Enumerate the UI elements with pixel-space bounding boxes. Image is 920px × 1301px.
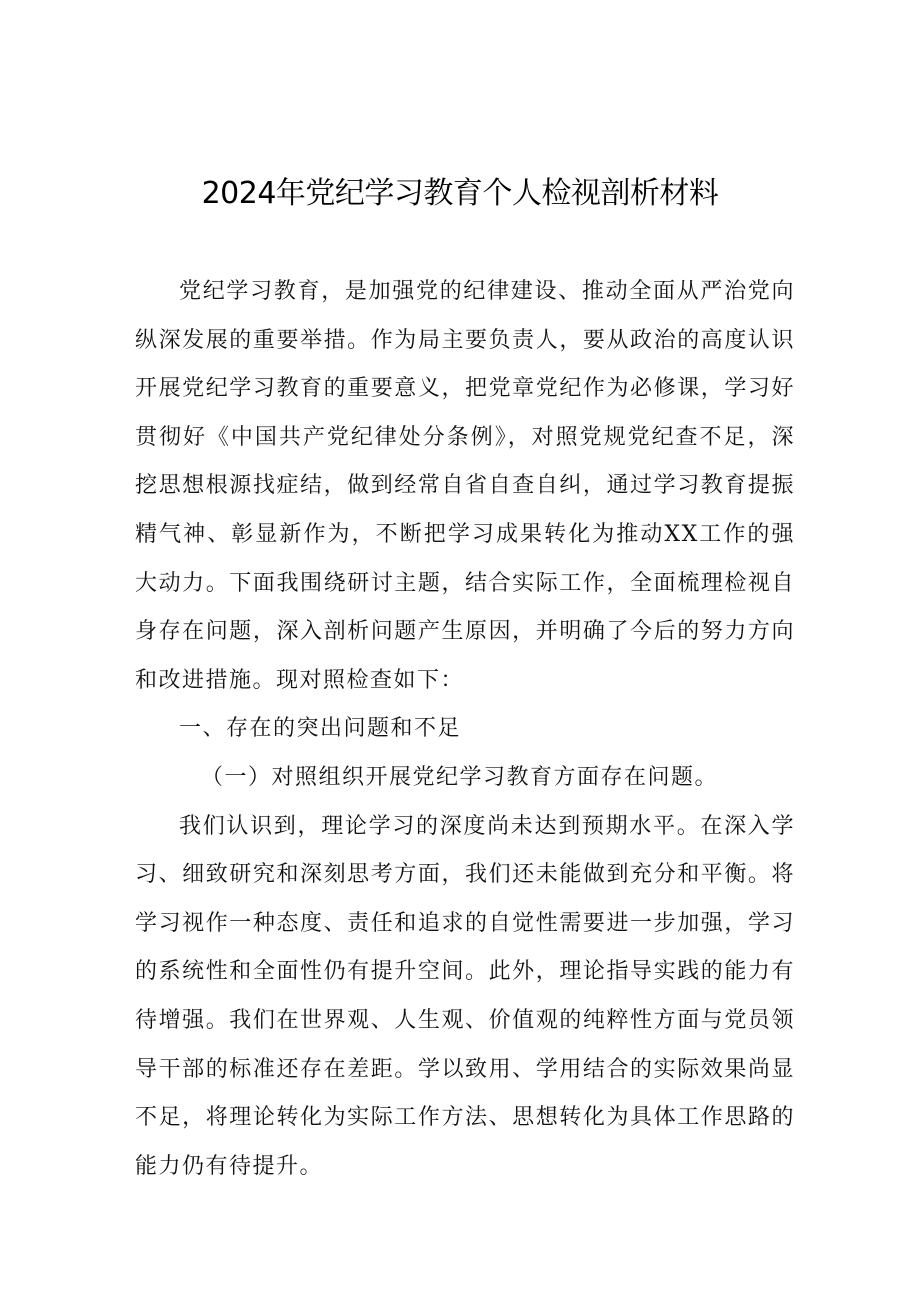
- subsection-heading: （一）对照组织开展党纪学习教育方面存在问题。: [201, 764, 719, 790]
- document-title: 2024年党纪学习教育个人检视剖析材料: [201, 176, 719, 211]
- section-heading: 一、存在的突出问题和不足: [179, 716, 462, 742]
- intro-paragraph: 党纪学习教育，是加强党的纪律建设、推动全面从严治党向纵深发展的重要举措。作为局主要负责人，要从政治的高度认识开展党纪学习教育的重要意义，把党章党纪作为必修课，学习好贯彻好《中国共产党纪律处分条例》，对照党规党纪查不足，深挖思想根源找症结，做到经常自省自查自纠，通过学习教育提振精气神、彰显新作为，不断把学习成果转化为推动XX工作的强大动力。下面我围绕研讨主题，结合实际工作，全面梳理检视自身存在问题，深入剖析问题产生原因，并明确了今后的努力方向和改进措施。现对照检查如下：: [135, 279, 795, 693]
- document-body: [135, 268, 795, 1191]
- body-paragraph: 我们认识到，理论学习的深度尚未达到预期水平。在深入学习、细致研究和深刻思考方面，我们还未能做到充分和平衡。将学习视作一种态度、责任和追求的自觉性需要进一步加强，学习的系统性和全面性仍有提升空间。此外，理论指导实践的能力有待增强。我们在世界观、人生观、价值观的纯粹性方面与党员领导干部的标准还存在差距。学以致用、学用结合的实际效果尚显不足，将理论转化为实际工作方法、思想转化为具体工作思路的能力仍有待提升。: [135, 813, 795, 1179]
